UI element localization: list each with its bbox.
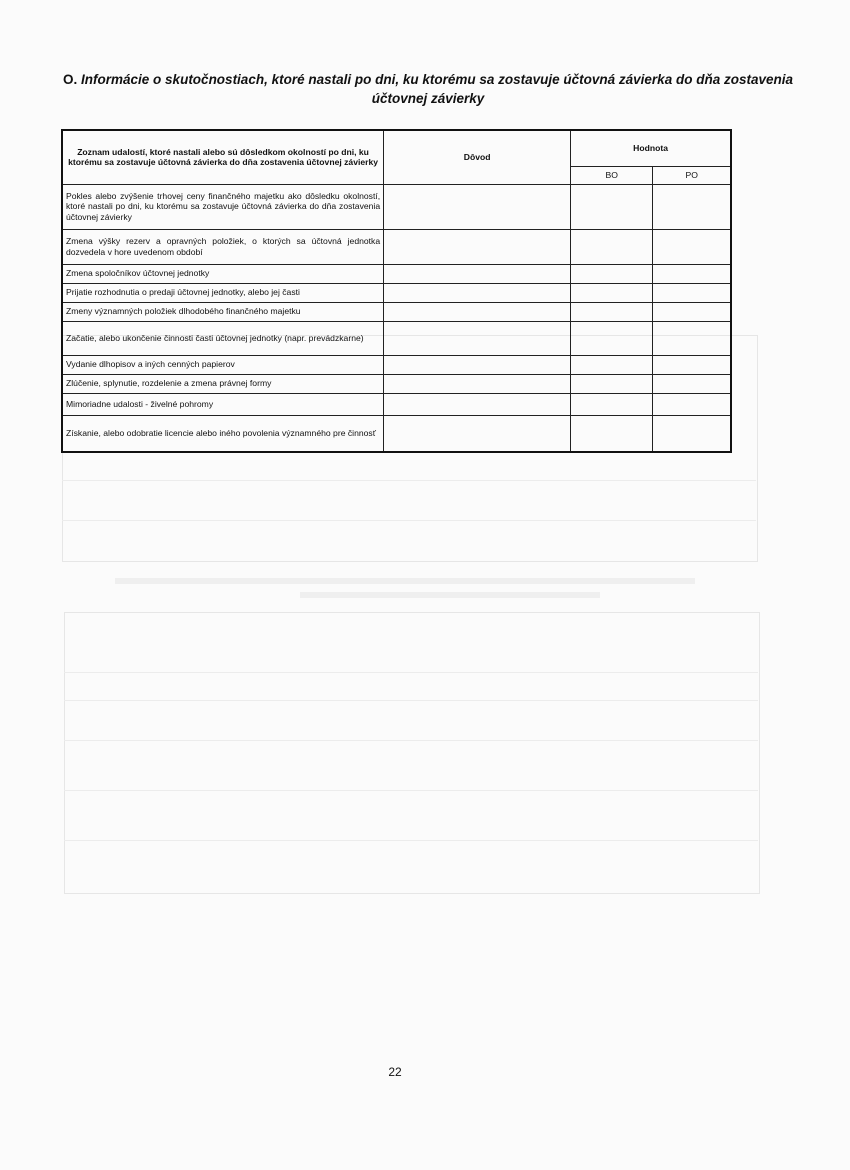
row-label: Mimoriadne udalosti - živelné pohromy bbox=[62, 393, 384, 415]
header-bo: BO bbox=[571, 166, 653, 184]
table-row bbox=[62, 283, 731, 302]
reason-cell bbox=[384, 264, 571, 283]
bleed-through-line bbox=[64, 700, 758, 701]
row-label: Zmena spoločníkov účtovnej jednotky bbox=[62, 264, 384, 283]
bleed-through-text bbox=[115, 578, 695, 584]
bleed-through-line bbox=[64, 740, 758, 741]
bleed-through-table-2 bbox=[64, 612, 760, 894]
table-row bbox=[62, 321, 731, 355]
po-cell bbox=[653, 184, 731, 229]
bleed-through-line bbox=[64, 790, 758, 791]
reason-cell bbox=[384, 229, 571, 264]
section-title: Informácie o skutočnostiach, ktoré nastali po dni, ku ktorému sa zostavuje účtovná závierka do dňa zostavenia účtovnej závierky bbox=[81, 72, 793, 106]
row-label: Zlúčenie, splynutie, rozdelenie a zmena právnej formy bbox=[62, 374, 384, 393]
po-cell bbox=[653, 229, 731, 264]
header-event-list: Zoznam udalostí, ktoré nastali alebo sú dôsledkom okolností po dni, ku ktorému sa zostavuje účtovná závierka do dňa zostavenia účtovnej závierky bbox=[62, 130, 384, 184]
reason-cell bbox=[384, 283, 571, 302]
reason-cell bbox=[384, 184, 571, 229]
po-cell bbox=[653, 321, 731, 355]
header-row bbox=[62, 130, 731, 166]
bo-cell bbox=[571, 229, 653, 264]
reason-cell bbox=[384, 321, 571, 355]
bleed-through-text bbox=[300, 592, 600, 598]
reason-cell bbox=[384, 415, 571, 452]
po-cell bbox=[653, 283, 731, 302]
bo-cell bbox=[571, 355, 653, 374]
reason-cell bbox=[384, 355, 571, 374]
header-value: Hodnota bbox=[571, 130, 731, 166]
po-cell bbox=[653, 393, 731, 415]
po-cell bbox=[653, 302, 731, 321]
reason-cell bbox=[384, 374, 571, 393]
bleed-through-line bbox=[62, 520, 756, 521]
table-row bbox=[62, 374, 731, 393]
bo-cell bbox=[571, 184, 653, 229]
table-row bbox=[62, 302, 731, 321]
row-label: Zmena výšky rezerv a opravných položiek, o ktorých sa účtovná jednotka dozvedela v hore uvedenom období bbox=[62, 229, 384, 264]
row-label: Začatie, alebo ukončenie činnosti časti účtovnej jednotky (napr. prevádzkarne) bbox=[62, 321, 384, 355]
table-row bbox=[62, 184, 731, 229]
po-cell bbox=[653, 264, 731, 283]
section-heading bbox=[60, 70, 796, 108]
row-label: Prijatie rozhodnutia o predaji účtovnej jednotky, alebo jej časti bbox=[62, 283, 384, 302]
page-number: 22 bbox=[388, 1065, 402, 1079]
reason-cell bbox=[384, 302, 571, 321]
bo-cell bbox=[571, 393, 653, 415]
po-cell bbox=[653, 415, 731, 452]
bleed-through-line bbox=[64, 672, 758, 673]
row-label: Pokles alebo zvýšenie trhovej ceny finančného majetku ako dôsledku okolností, ktoré nastali po dni, ku ktorému sa zostavuje účtovná závierka do dňa zostavenia účtovnej závierky bbox=[62, 184, 384, 229]
events-table bbox=[61, 129, 732, 453]
bo-cell bbox=[571, 374, 653, 393]
table-row bbox=[62, 393, 731, 415]
row-label: Získanie, alebo odobratie licencie alebo iného povolenia významného pre činnosť bbox=[62, 415, 384, 452]
bo-cell bbox=[571, 264, 653, 283]
bo-cell bbox=[571, 302, 653, 321]
table-row bbox=[62, 355, 731, 374]
section-prefix: O. bbox=[63, 72, 78, 87]
table-row bbox=[62, 264, 731, 283]
po-cell bbox=[653, 374, 731, 393]
bleed-through-line bbox=[62, 480, 756, 481]
reason-cell bbox=[384, 393, 571, 415]
po-cell bbox=[653, 355, 731, 374]
table-row bbox=[62, 229, 731, 264]
bo-cell bbox=[571, 321, 653, 355]
table-row bbox=[62, 415, 731, 452]
header-reason: Dôvod bbox=[384, 130, 571, 184]
row-label: Vydanie dlhopisov a iných cenných papierov bbox=[62, 355, 384, 374]
bleed-through-line bbox=[64, 840, 758, 841]
header-po: PO bbox=[653, 166, 731, 184]
row-label: Zmeny významných položiek dlhodobého finančného majetku bbox=[62, 302, 384, 321]
bo-cell bbox=[571, 415, 653, 452]
bo-cell bbox=[571, 283, 653, 302]
